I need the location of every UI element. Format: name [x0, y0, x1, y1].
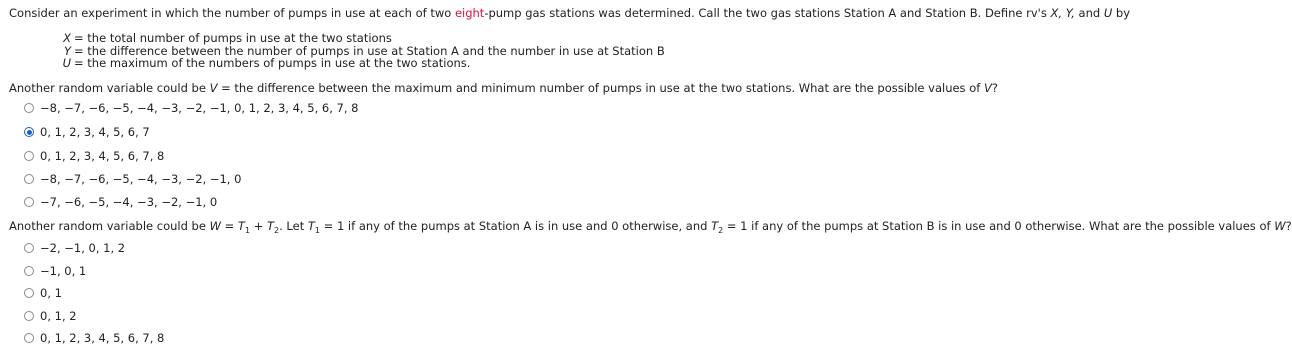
- definition-text: = the maximum of the numbers of pumps in use at the two stations.: [74, 56, 471, 70]
- radio-button[interactable]: [24, 197, 34, 207]
- option-label: −8, −7, −6, −5, −4, −3, −2, −1, 0: [40, 172, 242, 186]
- definition-var: X: [63, 31, 71, 45]
- q1-option-3[interactable]: [24, 149, 164, 163]
- definition-var: Y: [63, 43, 71, 58]
- radio-button[interactable]: [24, 311, 34, 321]
- q2-var-t: T: [711, 219, 719, 233]
- q2-option-4[interactable]: [24, 309, 77, 323]
- definition-var: U: [62, 56, 71, 70]
- q2-end: ?: [1285, 219, 1292, 233]
- radio-button-selected[interactable]: [24, 127, 34, 137]
- q1-part1: Another random variable could be: [9, 81, 210, 95]
- question-2-text: [9, 219, 1292, 233]
- q2-let: . Let: [279, 219, 308, 233]
- q1-var: V: [209, 81, 218, 95]
- q1-option-5[interactable]: [24, 195, 217, 209]
- radio-button[interactable]: [24, 174, 34, 184]
- option-label: 0, 1, 2: [40, 309, 77, 323]
- option-label: 0, 1, 2, 3, 4, 5, 6, 7, 8: [40, 331, 165, 345]
- q2-sub: 1: [244, 226, 251, 235]
- q1-option-1[interactable]: [24, 101, 358, 115]
- radio-button[interactable]: [24, 243, 34, 253]
- q2-sub: 1: [314, 226, 321, 235]
- q2-var-t: T: [307, 219, 315, 233]
- q2-option-1[interactable]: [24, 241, 125, 255]
- intro-highlight: eight: [454, 6, 485, 20]
- q2-option-3[interactable]: [24, 286, 62, 300]
- radio-button[interactable]: [24, 266, 34, 276]
- option-label: −8, −7, −6, −5, −4, −3, −2, −1, 0, 1, 2, 3, 4, 5, 6, 7, 8: [40, 101, 359, 115]
- q2-cond2: = 1 if any of the pumps at Station B is in use and 0 otherwise. What are the possible values of: [723, 219, 1275, 233]
- q2-option-5[interactable]: [24, 331, 164, 345]
- q2-eq: =: [220, 219, 238, 233]
- option-label: 0, 1, 2, 3, 4, 5, 6, 7: [40, 125, 150, 139]
- intro-vars: X, Y,: [1050, 6, 1075, 20]
- intro-by: by: [1112, 6, 1131, 20]
- option-label: −2, −1, 0, 1, 2: [40, 241, 126, 255]
- q1-end: ?: [991, 81, 998, 95]
- definitions-list: [61, 32, 665, 70]
- definition-text: = the difference between the number of pumps in use at Station A and the number in use at Station B: [74, 43, 665, 58]
- q2-var-w: W: [1274, 219, 1286, 233]
- q2-var-t: T: [237, 219, 245, 233]
- question-1-text: [9, 81, 998, 95]
- definition-u: [61, 57, 665, 70]
- q2-plus: +: [250, 219, 267, 233]
- radio-button[interactable]: [24, 333, 34, 343]
- q1-option-2[interactable]: [24, 125, 150, 139]
- q2-var-w: W: [209, 219, 221, 233]
- q2-sub: 2: [718, 226, 724, 235]
- q2-option-2[interactable]: [24, 264, 86, 278]
- option-label: −7, −6, −5, −4, −3, −2, −1, 0: [40, 195, 218, 209]
- option-label: 0, 1, 2, 3, 4, 5, 6, 7, 8: [40, 149, 165, 163]
- intro-and: and: [1074, 6, 1104, 20]
- option-label: −1, 0, 1: [40, 264, 87, 278]
- q1-var-end: V: [983, 81, 992, 95]
- q1-option-4[interactable]: [24, 172, 241, 186]
- q2-var-t: T: [267, 219, 275, 233]
- intro-part1: Consider an experiment in which the number of pumps in use at each of two: [9, 6, 455, 20]
- q2-part1: Another random variable could be: [9, 219, 210, 233]
- radio-button[interactable]: [24, 151, 34, 161]
- radio-button[interactable]: [24, 288, 34, 298]
- intro-var-u: U: [1103, 6, 1113, 20]
- q1-part2: = the difference between the maximum and minimum number of pumps in use at the two stations. What are the possible values of: [217, 81, 984, 95]
- intro-part2: -pump gas stations was determined. Call the two gas stations Station A and Station B. Define rv's: [484, 6, 1051, 20]
- radio-button[interactable]: [24, 103, 34, 113]
- q2-cond1: = 1 if any of the pumps at Station A is in use and 0 otherwise, and: [320, 219, 712, 233]
- definition-text: = the total number of pumps in use at the two stations: [74, 31, 392, 45]
- option-label: 0, 1: [40, 286, 62, 300]
- intro-text: [9, 6, 1130, 20]
- q2-sub: 2: [274, 226, 280, 235]
